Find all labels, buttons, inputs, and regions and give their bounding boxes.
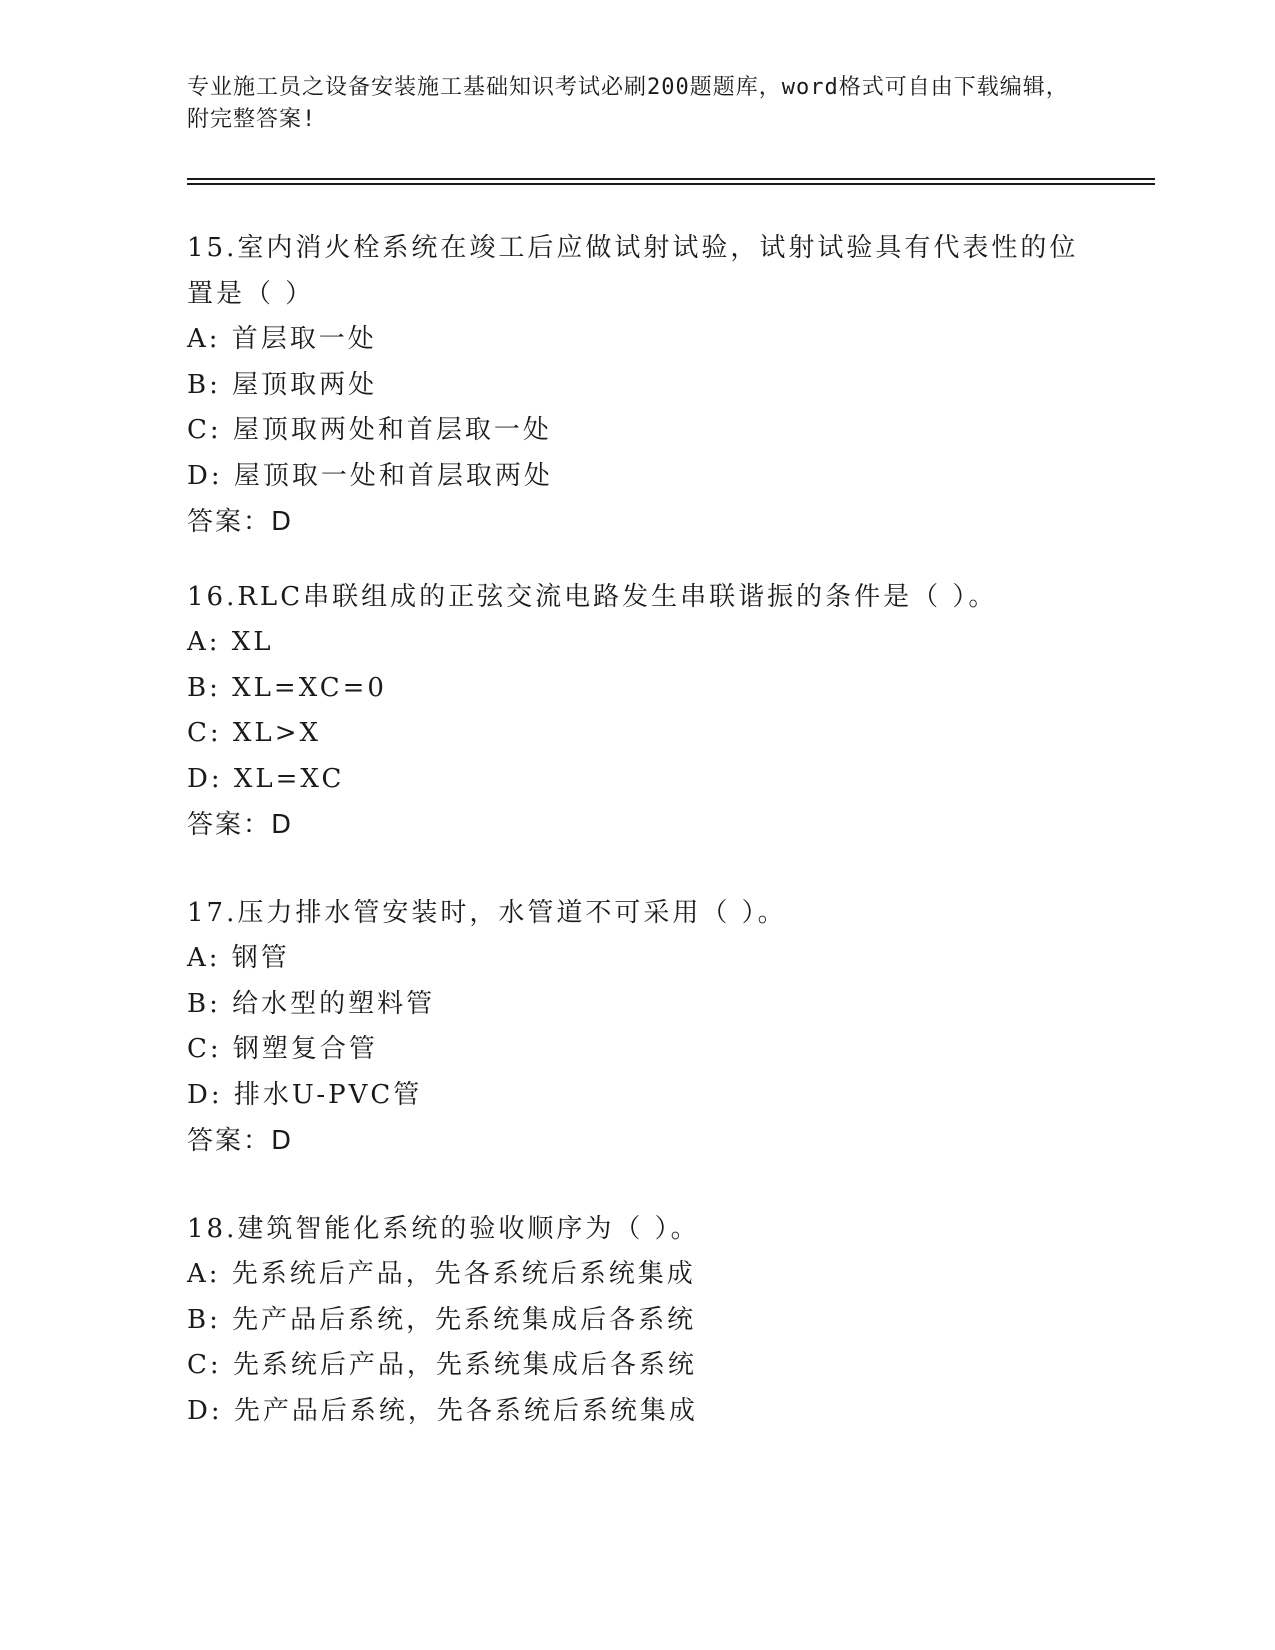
option-d: D: 先产品后系统，先各系统后系统集成 <box>187 1395 698 1426</box>
option-d: D: XL=XC <box>187 763 345 794</box>
option-a: A: XL <box>187 627 274 657</box>
question-18 <box>187 1206 1087 1434</box>
answer-label: 答案： <box>187 1126 272 1156</box>
option-c: C: 先系统后产品，先系统集成后各系统 <box>187 1350 697 1380</box>
option-b: B: XL=XC=0 <box>187 672 387 703</box>
question-stem: 16.RLC串联组成的正弦交流电路发生串联谐振的条件是（ ）。 <box>187 582 998 612</box>
option-b: B: 屋顶取两处 <box>187 369 378 400</box>
question-16 <box>187 574 1087 848</box>
option-d: D: 屋顶取一处和首层取两处 <box>187 460 553 491</box>
question-15 <box>187 225 1087 545</box>
option-a: A: 首层取一处 <box>187 324 377 354</box>
answer-line <box>187 499 1087 545</box>
answer-value: D <box>271 1126 294 1156</box>
option-b: B: 先产品后系统，先系统集成后各系统 <box>187 1304 697 1335</box>
option-c: C: XL>X <box>187 718 321 748</box>
option-d: D: 排水U-PVC管 <box>187 1079 423 1110</box>
answer-label: 答案： <box>187 507 272 537</box>
answer-value: D <box>271 810 294 840</box>
header-divider-bottom <box>187 183 1155 185</box>
question-stem: 17.压力排水管安装时，水管道不可采用（ ）。 <box>187 898 787 928</box>
answer-value: D <box>271 507 294 537</box>
question-stem: 15.室内消火栓系统在竣工后应做试射试验，试射试验具有代表性的位置是（ ） <box>187 233 1079 309</box>
option-c: C: 钢塑复合管 <box>187 1034 378 1064</box>
option-a: A: 先系统后产品，先各系统后系统集成 <box>187 1259 696 1289</box>
header-divider-top <box>187 178 1155 180</box>
option-a: A: 钢管 <box>187 943 290 973</box>
question-stem: 18.建筑智能化系统的验收顺序为（ ）。 <box>187 1214 700 1244</box>
answer-label: 答案： <box>187 810 272 840</box>
option-b: B: 给水型的塑料管 <box>187 988 436 1019</box>
document-header: 专业施工员之设备安装施工基础知识考试必刷200题题库，word格式可自由下载编辑，附完整答案! <box>187 75 1069 132</box>
question-17 <box>187 890 1087 1164</box>
answer-line <box>187 802 1087 848</box>
answer-line <box>187 1118 1087 1164</box>
option-c: C: 屋顶取两处和首层取一处 <box>187 415 552 445</box>
